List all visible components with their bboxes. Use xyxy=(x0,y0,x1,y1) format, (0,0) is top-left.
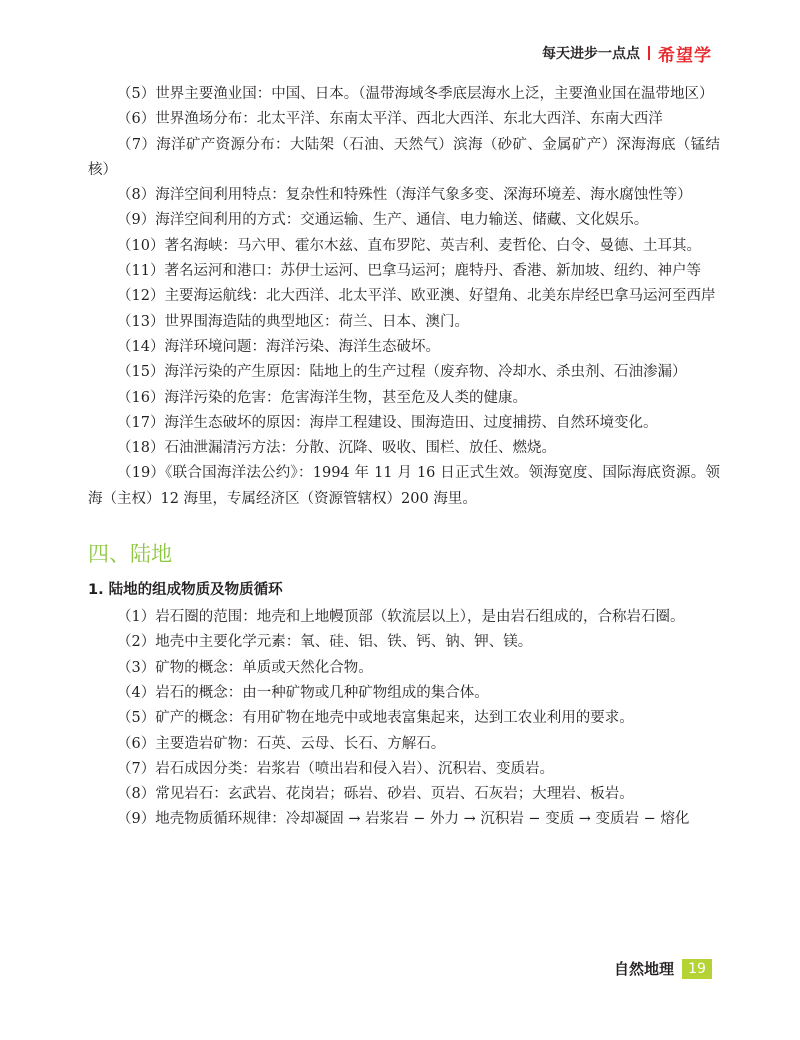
land-item-7: （7）岩石成因分类：岩浆岩（喷出岩和侵入岩）、沉积岩、变质岩。 xyxy=(117,760,554,777)
land-item-4: （4）岩石的概念：由一种矿物或几种矿物组成的集合体。 xyxy=(117,684,489,701)
land-item-2: （2）地壳中主要化学元素：氧、硅、铝、铁、钙、钠、钾、镁。 xyxy=(117,634,533,651)
land-item-6: （6）主要造岩矿物：石英、云母、长石、方解石。 xyxy=(117,735,446,752)
footer-title: 自然地理 xyxy=(613,960,674,978)
land-item-9: （9）地壳物质循环规律：冷却凝固 → 岩浆岩 − 外力 → 沉积岩 − 变质 → 变质岩 − 熔化 xyxy=(117,811,690,828)
ocean-item-16: （16）海洋污染的危害：危害海洋生物，甚至危及人类的健康。 xyxy=(117,389,527,406)
ocean-item-13: （13）世界围海造陆的典型地区：荷兰、日本、澳门。 xyxy=(117,313,469,330)
land-item-1: （1）岩石圈的范围：地壳和上地幔顶部（软流层以上），是由岩石组成的，合称岩石圈。 xyxy=(117,609,685,626)
ocean-item-8: （8）海洋空间利用特点：复杂性和特殊性（海洋气象多变、深海环境差、海水腐蚀性等） xyxy=(117,187,692,204)
ocean-item-14: （14）海洋环境问题：海洋污染、海洋生态破坏。 xyxy=(117,338,440,355)
page-number: 19 xyxy=(682,959,712,979)
ocean-item-11: （11）著名运河和港口：苏伊士运河、巴拿马运河；鹿特丹、香港、新加坡、纽约、神户等 xyxy=(117,263,701,280)
sub-title: 1. 陆地的组成物质及物质循环 xyxy=(88,582,283,599)
brand-logo: 希望学 xyxy=(658,45,712,66)
land-item-8: （8）常见岩石：玄武岩、花岗岩；砾岩、砂岩、页岩、石灰岩；大理岩、板岩。 xyxy=(117,786,634,803)
ocean-item-5: （5）世界主要渔业国：中国、日本。（温带海域冬季底层海水上泛，主要渔业国在温带地区） xyxy=(117,86,714,102)
ocean-item-15: （15）海洋污染的产生原因：陆地上的生产过程（废弃物、冷却水、杀虫剂、石油渗漏） xyxy=(117,364,687,381)
land-item-3: （3）矿物的概念：单质或天然化合物。 xyxy=(117,659,373,676)
page-footer xyxy=(614,958,712,979)
section-title: 四、陆地 xyxy=(88,542,172,567)
slogan: 每天进步一点点 xyxy=(542,46,640,62)
ocean-item-19: （19）《联合国海洋法公约》：1994 年 11 月 16 日正式生效。领海宽度、国际海底资源。领海（主权）12 海里，专属经济区（资源管辖权）200 海里。 xyxy=(88,465,720,507)
ocean-item-10: （10）著名海峡：马六甲、霍尔木兹、直布罗陀、英吉利、麦哲伦、白令、曼德、土耳其。 xyxy=(117,237,701,254)
ocean-item-7: （7）海洋矿产资源分布：大陆架（石油、天然气）滨海（砂矿、金属矿产）深海海底（锰结核） xyxy=(88,136,720,178)
ocean-item-6: （6）世界渔场分布：北太平洋、东南太平洋、西北大西洋、东北大西洋、东南大西洋 xyxy=(117,111,663,128)
ocean-item-18: （18）石油泄漏清污方法：分散、沉降、吸收、围栏、放任、燃烧。 xyxy=(117,440,556,457)
ocean-item-9: （9）海洋空间利用的方式：交通运输、生产、通信、电力输送、储藏、文化娱乐。 xyxy=(117,212,649,229)
ocean-item-17: （17）海洋生态破坏的原因：海岸工程建设、围海造田、过度捕捞、自然环境变化。 xyxy=(117,414,658,431)
ocean-item-12: （12）主要海运航线：北大西洋、北太平洋、欧亚澳、好望角、北美东岸经巴拿马运河至西岸 xyxy=(117,288,716,305)
land-item-5: （5）矿产的概念：有用矿物在地壳中或地表富集起来，达到工农业利用的要求。 xyxy=(117,710,634,727)
header-divider xyxy=(648,46,650,60)
page-header xyxy=(542,42,712,64)
main-content xyxy=(88,82,720,833)
